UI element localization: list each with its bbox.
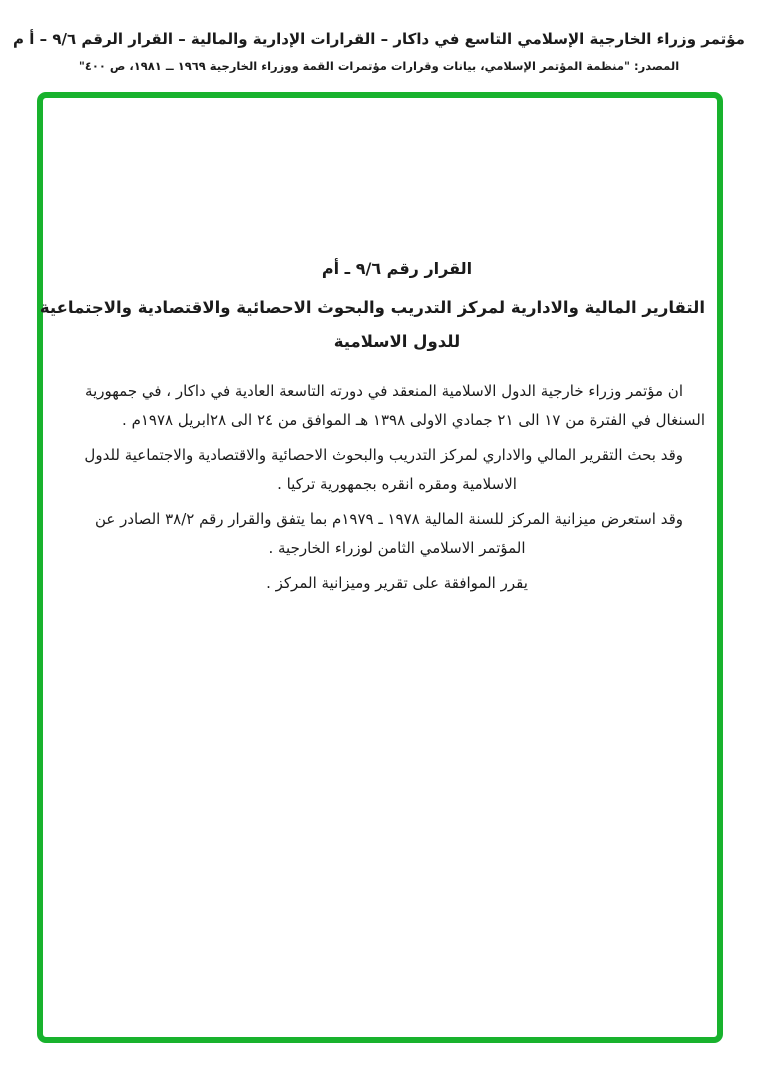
header-source-citation: المصدر: "منظمة المؤتمر الإسلامي، بيانات وقرارات مؤتمرات القمة ووزراء الخارجية ١٩٦٩ ــ ١٩٨١، ص ٤٠٠"	[78, 59, 680, 73]
document-heading-line1: التقارير المالية والادارية لمركز التدريب والبحوث الاحصائية والاقتصادية والاجتماعية	[39, 298, 705, 317]
paragraph-line: ان مؤتمر وزراء خارجية الدول الاسلامية المنعقد في دورته التاسعة العادية في داكار ، في جمهورية	[85, 382, 683, 400]
decision-number-title: القرار رقم ٩/٦ ـ أم	[321, 259, 473, 278]
paragraph-preamble	[85, 377, 705, 435]
document-body	[84, 377, 705, 598]
green-document-frame	[37, 92, 723, 1043]
paragraph-line: يقرر الموافقة على تقرير وميزانية المركز .	[266, 574, 528, 592]
paragraph-line: المؤتمر الاسلامي الثامن لوزراء الخارجية .	[268, 539, 526, 557]
header-title: مؤتمر وزراء الخارجية الإسلامي التاسع في داكار – القرارات الإدارية والمالية – القرار الرقم ٩/٦ – أ م	[13, 30, 745, 48]
document-heading	[39, 291, 705, 359]
paragraph-line: وقد استعرض ميزانية المركز للسنة المالية ١٩٧٨ ـ ١٩٧٩م بما يتفق والقرار رقم ٣٨/٢ الصادر عن	[94, 510, 683, 528]
paragraph-line: وقد بحث التقرير المالي والاداري لمركز التدريب والبحوث الاحصائية والاقتصادية والاجتماعية للدول	[84, 446, 683, 464]
paragraph-report-review	[84, 441, 705, 499]
paragraph-budget-review	[89, 505, 705, 563]
paragraph-line: السنغال في الفترة من ١٧ الى ٢١ جمادي الاولى ١٣٩٨ هـ الموافق من ٢٤ الى ٢٨ابريل ١٩٧٨م .	[122, 411, 705, 429]
document-heading-line2: للدول الاسلامية	[333, 332, 461, 351]
paragraph-resolution	[89, 569, 705, 598]
paragraph-line: الاسلامية ومقره انقره بجمهورية تركيا .	[277, 475, 517, 493]
page-header	[0, 27, 758, 75]
